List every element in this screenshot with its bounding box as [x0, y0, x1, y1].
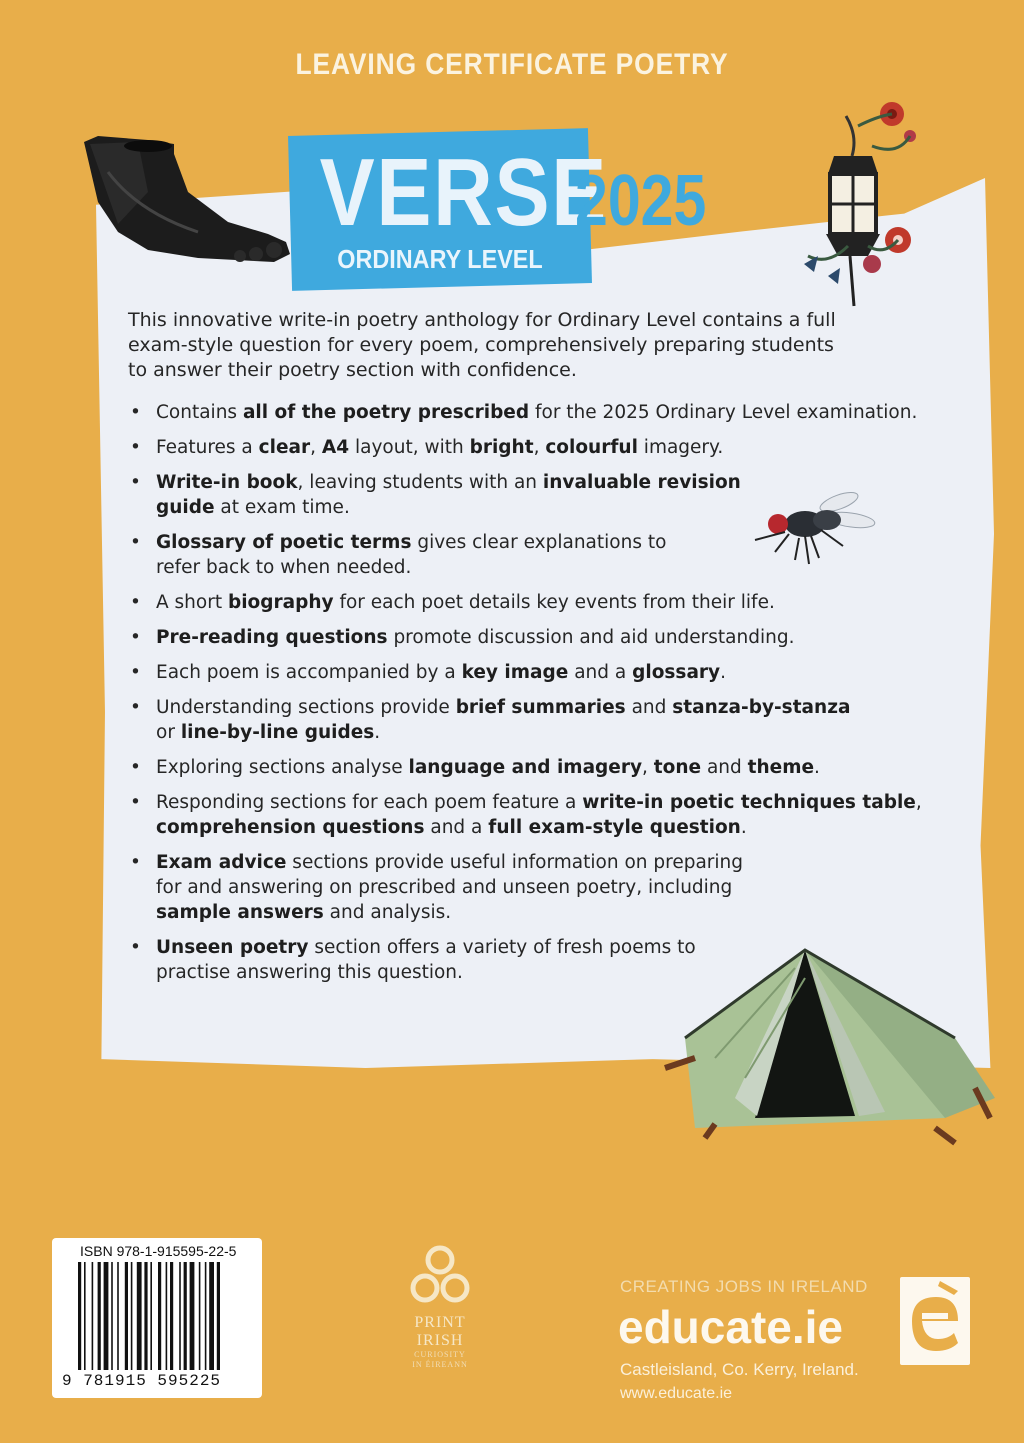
barcode-bar — [144, 1262, 147, 1370]
feature-item — [128, 530, 686, 580]
feature-emphasis: A4 — [321, 437, 350, 458]
fly-icon — [745, 488, 880, 570]
educate-logo-icon — [900, 1277, 970, 1365]
feature-text: A short — [156, 592, 228, 613]
feature-emphasis: sample answers — [156, 902, 324, 923]
barcode-bar — [137, 1262, 142, 1370]
feature-item — [128, 935, 716, 985]
barcode-bar — [179, 1262, 181, 1370]
intro-paragraph: This innovative write-in poetry anthology for Ordinary Level contains a full exam-style question for every poem, comprehensively preparing students to answer their poetry section with confidence. — [128, 309, 836, 381]
feature-text: Responding sections for each poem feature a — [156, 792, 583, 813]
feature-text: for each poet details key events from their life. — [333, 592, 775, 613]
feature-text: at exam time. — [214, 497, 350, 518]
print-irish-line3: CURIOSITY — [414, 1350, 466, 1359]
feature-emphasis: Unseen poetry — [156, 937, 309, 958]
feature-emphasis: stanza-by-stanza — [672, 697, 851, 718]
barcode-bar — [104, 1262, 109, 1370]
feature-text: gives clear explanations to refer back to when needed. — [156, 532, 667, 578]
feature-text: Understanding sections provide — [156, 697, 456, 718]
feature-text: sections provide useful information on preparing for and answering on prescribed and unseen poetry, including — [156, 852, 744, 898]
barcode-bar — [166, 1262, 168, 1370]
barcode-bar — [217, 1262, 220, 1370]
feature-item — [128, 625, 916, 650]
feature-emphasis: bright — [469, 437, 534, 458]
feature-item — [128, 695, 856, 745]
feature-emphasis: Write-in book — [156, 472, 298, 493]
feature-emphasis: theme — [747, 757, 815, 778]
barcode-bar — [190, 1262, 195, 1370]
barcode-bar — [125, 1262, 128, 1370]
feature-emphasis: comprehension questions — [156, 817, 425, 838]
tent-icon — [655, 948, 1000, 1148]
feature-emphasis: Exam advice — [156, 852, 287, 873]
print-irish-logo — [395, 1240, 485, 1370]
feature-item — [128, 850, 756, 925]
foot-statue-icon — [78, 132, 296, 268]
barcode-bar — [209, 1262, 214, 1370]
barcode-bar — [205, 1262, 207, 1370]
barcode-bar — [84, 1262, 86, 1370]
feature-text: Contains — [156, 402, 243, 423]
feature-text: and — [701, 757, 748, 778]
barcode-bar — [78, 1262, 81, 1370]
feature-item — [128, 755, 916, 780]
feature-emphasis: write-in poetic techniques table — [582, 792, 916, 813]
feature-text: Features a — [156, 437, 259, 458]
feature-item — [128, 790, 956, 840]
feature-text: . — [720, 662, 726, 683]
feature-emphasis: language and imagery — [408, 757, 643, 778]
publisher-tagline: CREATING JOBS IN IRELAND — [620, 1277, 868, 1296]
feature-emphasis: all of the poetry prescribed — [242, 402, 530, 423]
feature-text: and — [625, 697, 673, 718]
book-year: 2025 — [575, 161, 707, 241]
feature-text: and analysis. — [323, 902, 452, 923]
publisher-address: Castleisland, Co. Kerry, Ireland. — [620, 1360, 859, 1379]
series-title: LEAVING CERTIFICATE POETRY — [295, 48, 729, 81]
feature-text: . — [814, 757, 820, 778]
barcode-bar — [111, 1262, 113, 1370]
feature-text: for the 2025 Ordinary Level examination. — [529, 402, 918, 423]
feature-emphasis: brief summaries — [455, 697, 626, 718]
print-irish-line1: PRINT — [414, 1314, 466, 1331]
feature-text: , — [533, 437, 546, 458]
feature-text: . — [374, 722, 381, 743]
barcode-bar — [117, 1262, 119, 1370]
print-irish-logo-icon — [405, 1240, 475, 1310]
feature-emphasis: invaluable revision guide — [156, 472, 741, 518]
feature-text: layout, with — [349, 437, 470, 458]
print-irish-line4: IN ÉIREANN — [412, 1360, 468, 1369]
feature-item — [128, 660, 916, 685]
book-title: VERSE — [319, 139, 609, 246]
barcode-icon — [78, 1262, 240, 1370]
isbn-label: ISBN 978-1-915595-22-5 — [80, 1243, 237, 1259]
feature-text: imagery. — [637, 437, 724, 458]
feature-text: section offers a variety of fresh poems to practise answering this question. — [156, 937, 696, 983]
barcode-bar — [170, 1262, 173, 1370]
publisher-website: www.educate.ie — [620, 1385, 733, 1402]
isbn-number: 9 781915 595225 — [62, 1372, 222, 1390]
feature-emphasis: glossary — [632, 662, 721, 683]
feature-text: or — [156, 722, 181, 743]
feature-emphasis: colourful — [545, 437, 638, 458]
feature-emphasis: key image — [461, 662, 569, 683]
feature-emphasis: biography — [227, 592, 334, 613]
feature-emphasis: full exam-style question — [488, 817, 741, 838]
feature-text: and a — [568, 662, 633, 683]
feature-emphasis: clear — [258, 437, 311, 458]
feature-text: , leaving students with an — [297, 472, 543, 493]
barcode-bar — [98, 1262, 101, 1370]
barcode-bar — [158, 1262, 161, 1370]
feature-text: promote discussion and aid understanding. — [387, 627, 795, 648]
feature-item — [128, 590, 916, 615]
feature-text: . — [740, 817, 747, 838]
barcode-bar — [131, 1262, 133, 1370]
publisher-name: educate.ie — [618, 1301, 843, 1353]
barcode-bar — [92, 1262, 94, 1370]
feature-text: , — [642, 757, 654, 778]
feature-text: , — [915, 792, 922, 813]
feature-text: , — [310, 437, 322, 458]
feature-emphasis: line-by-line guides — [180, 722, 375, 743]
feature-text: and a — [424, 817, 489, 838]
print-irish-line2: IRISH — [416, 1332, 464, 1349]
feature-text: Exploring sections analyse — [156, 757, 409, 778]
feature-item — [128, 400, 956, 425]
feature-text: Each poem is accompanied by a — [156, 662, 462, 683]
feature-item — [128, 435, 916, 460]
book-level: ORDINARY LEVEL — [337, 244, 543, 274]
barcode-bar — [184, 1262, 187, 1370]
feature-emphasis: Pre-reading questions — [156, 627, 388, 648]
feature-emphasis: tone — [653, 757, 702, 778]
barcode-bar — [150, 1262, 152, 1370]
feature-emphasis: Glossary of poetic terms — [156, 532, 412, 553]
feature-item — [128, 470, 746, 520]
lantern-flowers-icon — [788, 96, 928, 322]
barcode-bar — [199, 1262, 201, 1370]
